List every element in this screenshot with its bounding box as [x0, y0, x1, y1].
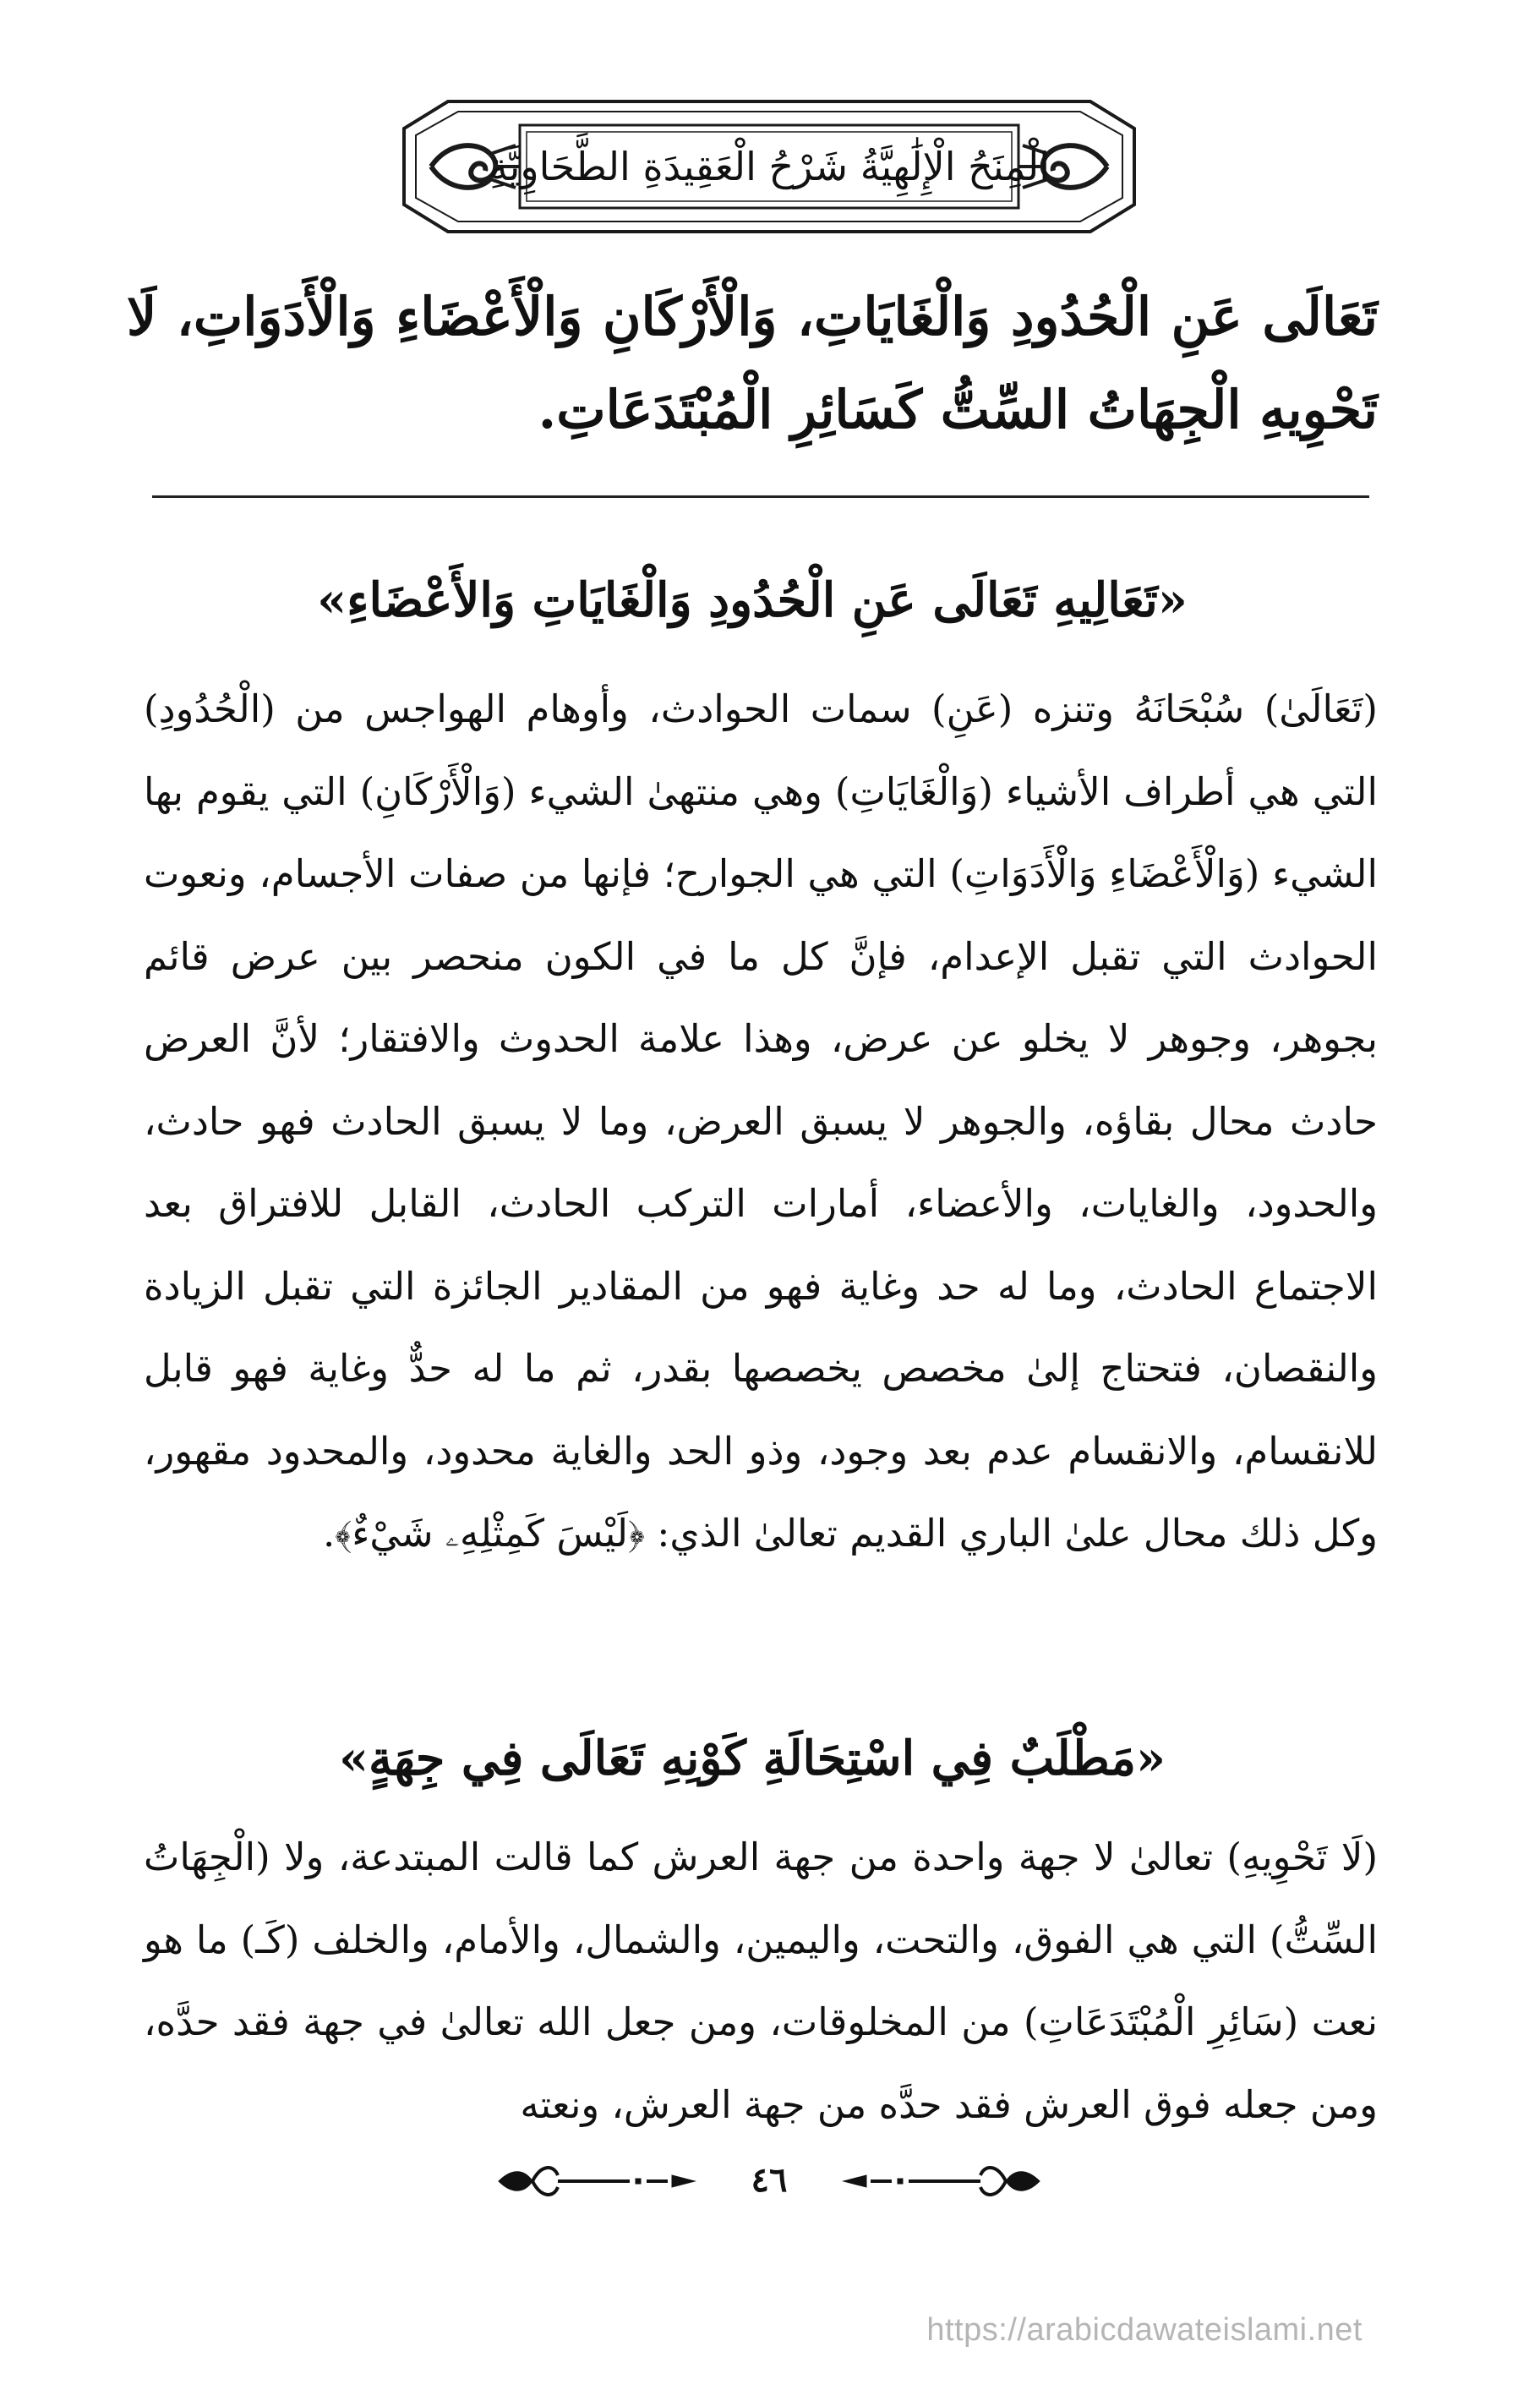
section-divider: [152, 495, 1369, 498]
section-heading-1: «تَعَالِيهِ تَعَالَى عَنِ الْحُدُودِ وَالْغَايَاتِ وَالأَعْضَاءِ»: [317, 572, 1188, 628]
source-watermark: https://arabicdawateislami.net: [926, 2312, 1363, 2348]
page-footer: [473, 2152, 1065, 2211]
matn-text: تَعَالَى عَنِ الْحُدُودِ وَالْغَايَاتِ، وَالْأَرْكَانِ وَالْأَعْضَاءِ وَالْأَدَوَاتِ، لَا تَحْوِيهِ الْجِهَاتُ السِّتُّ كَسَائِرِ الْمُبْتَدَعَاتِ.: [127, 286, 1378, 440]
header-ornament-frame: [397, 95, 1141, 238]
section-heading-2: «مَطْلَبٌ فِي اسْتِحَالَةِ كَوْنِهِ تَعَالَى فِي جِهَةٍ»: [338, 1731, 1166, 1786]
running-header-title: الْمِنَحُ الْإِلَٰهِيَّةُ شَرْحُ الْعَقِيدَةِ الطَّحَاوِيَّةِ: [488, 144, 1051, 189]
commentary-paragraph-1: (تَعَالَىٰ) سُبْحَانَهُ وتنزه (عَنِ) سمات الحوادث، وأوهام الهواجس من (الْحُدُودِ) التي هي أطراف الأشياء (وَالْغَايَاتِ) وهي منتهىٰ الشيء (وَالْأَرْكَانِ) التي يقوم بها الشيء (وَالْأَعْضَاءِ وَالْأَدَوَاتِ) التي هي الجوارح؛ فإنها من صفات الأجسام، ونعوت الحوادث التي تقبل الإعدام، فإنَّ كل ما في الكون منحصر بين عرض قائم بجوهر، وجوهر لا يخلو عن عرض، وهذا علامة الحدوث والافتقار؛ لأنَّ العرض حادث محال بقاؤه، والجوهر لا يسبق العرض، وما لا يسبق الحادث فهو حادث، والحدود، والغايات، والأعضاء، أمارات التركب الحادث، القابل للافتراق بعد الاجتماع الحادث، وما له حد وغاية فهو من المقادير الجائزة التي تقبل الزيادة والنقصان، فتحتاج إلىٰ مخصص يخصصها بقدر، ثم ما له حدٌّ وغاية فهو قابل للانقسام، والانقسام عدم بعد وجود، وذو الحد والغاية محدود، والمحدود مقهور، وكل ذلك محال علىٰ الباري القديم تعالىٰ الذي: ﴿لَيْسَ كَمِثْلِهِۦ شَيْءٌ﴾.: [144, 686, 1378, 1556]
page-number: ٤٦: [751, 2160, 788, 2200]
commentary-paragraph-2: (لَا تَحْوِيهِ) تعالىٰ لا جهة واحدة من جهة العرش كما قالت المبتدعة، ولا (الْجِهَاتُ السِّتُّ) التي هي الفوق، والتحت، واليمين، والشمال، والأمام، والخلف (كَـ) ما هو نعت (سَائِرِ الْمُبْتَدَعَاتِ) من المخلوقات، ومن جعل الله تعالىٰ في جهة فقد حدَّه، ومن جعله فوق العرش فقد حدَّه من جهة العرش، ونعته: [144, 1835, 1378, 2127]
